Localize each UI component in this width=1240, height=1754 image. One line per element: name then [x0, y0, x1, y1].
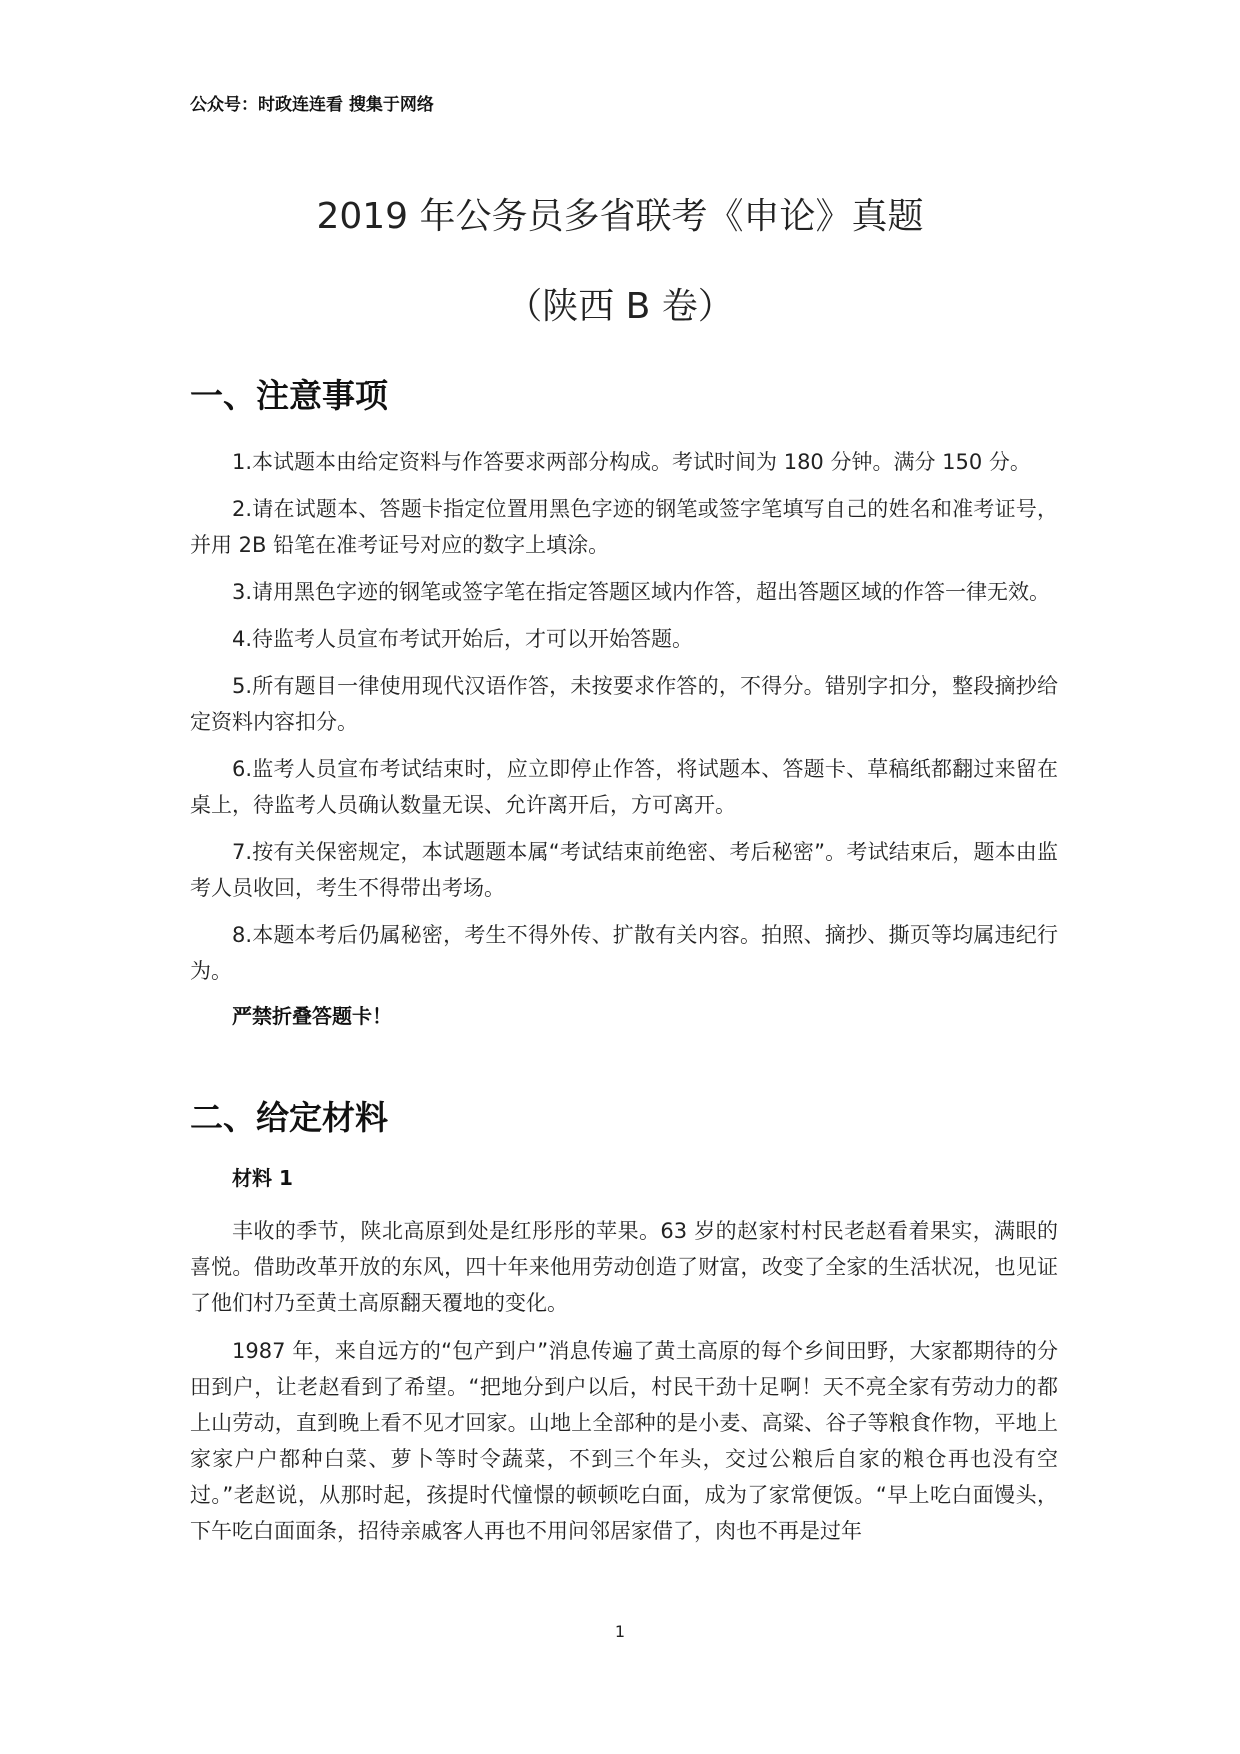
page-title: 2019 年公务员多省联考《申论》真题	[316, 196, 924, 237]
material-paragraph-2: 1987 年，来自远方的“包产到户”消息传遍了黄土高原的每个乡间田野，大家都期待的分田到户，让老赵看到了希望。“把地分到户以后，村民干劲十足啊！天不亮全家有劳动力的都上山劳动，直到晚上看不见才回家。山地上全部种的是小麦、高粱、谷子等粮食作物，平地上家家户户都种白菜、萝卜等时令蔬菜，不到三个年头，交过公粮后自家的粮仓再也没有空过。”老赵说，从那时起，孩提时代憧憬的顿顿吃白面，成为了家常便饭。“早上吃白面馒头，下午吃白面面条，招待亲戚客人再也不用问邻居家借了，肉也不再是过年	[190, 1339, 1058, 1543]
note-item-7: 7.按有关保密规定，本试题题本属“考试结束前绝密、考后秘密”。考试结束后，题本由监考人员收回，考生不得带出考场。	[190, 840, 1058, 900]
page-number: 1	[614, 1622, 626, 1641]
note-item-2: 2.请在试题本、答题卡指定位置用黑色字迹的钢笔或签字笔填写自己的姓名和准考证号，并用 2B 铅笔在准考证号对应的数字上填涂。	[190, 497, 1058, 557]
note-item-8: 8.本题本考后仍属秘密，考生不得外传、扩散有关内容。拍照、摘抄、撕页等均属违纪行为。	[190, 923, 1058, 983]
notes-list	[190, 444, 1058, 1029]
section-heading-materials: 二、给定材料	[190, 1098, 388, 1137]
section-heading-notes: 一、注意事项	[190, 376, 388, 415]
note-item-6: 6.监考人员宣布考试结束时，应立即停止作答，将试题本、答题卡、草稿纸都翻过来留在桌上，待监考人员确认数量无误、允许离开后，方可离开。	[190, 757, 1058, 817]
material-label: 材料 1	[232, 1166, 293, 1190]
note-item-4: 4.待监考人员宣布考试开始后，才可以开始答题。	[232, 627, 694, 651]
material-paragraph-1: 丰收的季节，陕北高原到处是红彤彤的苹果。63 岁的赵家村村民老赵看着果实，满眼的喜悦。借助改革开放的东风，四十年来他用劳动创造了财富，改变了全家的生活状况，也见证了他们村乃至黄土高原翻天覆地的变化。	[190, 1219, 1058, 1315]
note-item-5: 5.所有题目一律使用现代汉语作答，未按要求作答的，不得分。错别字扣分，整段摘抄给定资料内容扣分。	[190, 674, 1058, 734]
note-item-1: 1.本试题本由给定资料与作答要求两部分构成。考试时间为 180 分钟。满分 150 分。	[232, 450, 1031, 474]
header-note: 公众号：时政连连看 搜集于网络	[190, 95, 434, 115]
note-item-3: 3.请用黑色字迹的钢笔或签字笔在指定答题区域内作答，超出答题区域的作答一律无效。	[232, 580, 1051, 604]
page-subtitle: （陕西 B 卷）	[506, 286, 734, 327]
fold-warning: 严禁折叠答题卡！	[232, 1004, 392, 1028]
materials-body	[190, 1162, 1058, 1549]
